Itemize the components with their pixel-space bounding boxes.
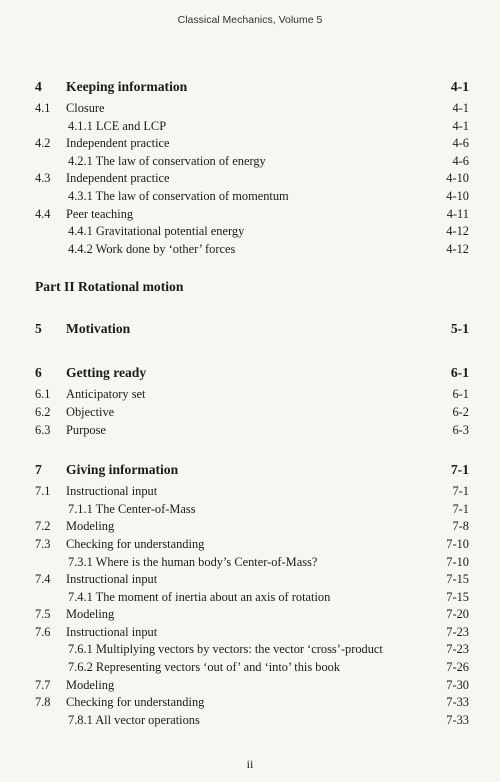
chapter-title: Getting ready bbox=[66, 365, 147, 381]
section-number: 7.7 bbox=[35, 677, 51, 692]
section-title: 4.4.2 Work done by ‘other’ forces bbox=[68, 241, 236, 256]
toc-section-entry[interactable] bbox=[35, 100, 469, 118]
page-number: 7-10 bbox=[446, 536, 469, 551]
toc-section-entry[interactable] bbox=[35, 386, 469, 404]
section-title: 7.1.1 The Center-of-Mass bbox=[68, 501, 196, 516]
page-number: 6-2 bbox=[452, 404, 469, 419]
page-footer-number: ii bbox=[246, 757, 254, 771]
page-number: 4-10 bbox=[446, 171, 469, 186]
section-number: 6.3 bbox=[35, 422, 51, 437]
toc-section-entry[interactable] bbox=[35, 518, 469, 536]
section-title: 7.3.1 Where is the human body’s Center-of-Mass? bbox=[68, 554, 318, 569]
part-title: Part II Rotational motion bbox=[35, 279, 184, 295]
running-header: Classical Mechanics, Volume 5 bbox=[177, 14, 323, 26]
toc-section-entry[interactable] bbox=[35, 606, 469, 624]
section-title: Closure bbox=[66, 101, 105, 115]
toc-section-entry[interactable] bbox=[35, 677, 469, 695]
page-number: 7-26 bbox=[446, 660, 469, 675]
section-number: 7.5 bbox=[35, 607, 51, 622]
chapter-title: Motivation bbox=[66, 321, 131, 337]
section-number: 7.6 bbox=[35, 624, 51, 639]
section-number: 7.4 bbox=[35, 572, 51, 587]
chapter-number: 7 bbox=[35, 462, 42, 478]
toc-section-entry[interactable] bbox=[35, 135, 469, 153]
section-number: 4.2 bbox=[35, 136, 51, 151]
page-number: 7-23 bbox=[446, 642, 469, 657]
toc-subsection-entry[interactable] bbox=[35, 641, 469, 659]
toc-section-entry[interactable] bbox=[35, 404, 469, 422]
section-number: 7.3 bbox=[35, 536, 51, 551]
page-number: 7-30 bbox=[446, 677, 469, 692]
section-title: Checking for understanding bbox=[66, 695, 205, 710]
section-number: 4.1 bbox=[35, 101, 51, 115]
toc-subsection-entry[interactable] bbox=[35, 188, 469, 206]
toc-section-entry[interactable] bbox=[35, 536, 469, 554]
page-number: 4-1 bbox=[450, 79, 469, 94]
section-title: Objective bbox=[66, 404, 115, 419]
page-number: 4-11 bbox=[446, 206, 469, 221]
table-of-contents bbox=[35, 74, 469, 729]
page-number: 7-15 bbox=[446, 572, 469, 587]
toc-subsection-entry[interactable] bbox=[35, 118, 469, 136]
section-title: Anticipatory set bbox=[66, 387, 146, 402]
page-number: 7-23 bbox=[446, 624, 469, 639]
section-number: 7.1 bbox=[35, 484, 51, 499]
section-title: 7.6.2 Representing vectors ‘out of’ and ‘into’ this book bbox=[68, 660, 341, 675]
section-title: Instructional input bbox=[66, 624, 158, 639]
page-number: 4-6 bbox=[452, 136, 469, 151]
chapter-heading[interactable] bbox=[35, 360, 469, 386]
toc-subsection-entry[interactable] bbox=[35, 659, 469, 677]
section-title: Independent practice bbox=[66, 171, 170, 186]
toc-subsection-entry[interactable] bbox=[35, 223, 469, 241]
page-number: 7-1 bbox=[452, 484, 469, 499]
section-number: 7.8 bbox=[35, 695, 51, 710]
page-number: 7-15 bbox=[446, 589, 469, 604]
section-number: 6.2 bbox=[35, 404, 51, 419]
page-number: 4-12 bbox=[446, 224, 469, 239]
toc-section-entry[interactable] bbox=[35, 206, 469, 224]
page-number: 4-1 bbox=[452, 118, 469, 133]
section-number: 7.2 bbox=[35, 519, 51, 534]
chapter7-entries bbox=[35, 483, 469, 729]
page-number: 7-1 bbox=[452, 501, 469, 516]
section-title: 7.6.1 Multiplying vectors by vectors: the vector ‘cross’-product bbox=[68, 642, 383, 657]
section-number: 6.1 bbox=[35, 387, 51, 402]
section-title: 4.1.1 LCE and LCP bbox=[68, 118, 167, 133]
chapter-title: Giving information bbox=[66, 462, 179, 478]
toc-section-entry[interactable] bbox=[35, 694, 469, 712]
toc-subsection-entry[interactable] bbox=[35, 589, 469, 607]
page-number: 7-20 bbox=[446, 607, 469, 622]
toc-subsection-entry[interactable] bbox=[35, 241, 469, 259]
toc-section-entry[interactable] bbox=[35, 422, 469, 440]
section-title: 7.4.1 The moment of inertia about an axis of rotation bbox=[68, 589, 331, 604]
page-number: 7-33 bbox=[446, 695, 469, 710]
toc-section-entry[interactable] bbox=[35, 624, 469, 642]
toc-section-entry[interactable] bbox=[35, 483, 469, 501]
page-number: 7-8 bbox=[452, 519, 469, 534]
page-number: 5-1 bbox=[450, 321, 469, 337]
chapter4-entries bbox=[35, 100, 469, 258]
page-number: 7-1 bbox=[450, 462, 469, 478]
page-number: 6-1 bbox=[450, 365, 469, 381]
section-title: 4.2.1 The law of conservation of energy bbox=[68, 153, 266, 168]
section-title: Independent practice bbox=[66, 136, 170, 151]
toc-subsection-entry[interactable] bbox=[35, 554, 469, 572]
section-title: Checking for understanding bbox=[66, 536, 205, 551]
toc-section-entry[interactable] bbox=[35, 571, 469, 589]
toc-subsection-entry[interactable] bbox=[35, 501, 469, 519]
part-heading bbox=[35, 274, 469, 300]
section-number: 4.3 bbox=[35, 171, 51, 186]
chapter-title: Keeping information bbox=[66, 79, 188, 94]
page-number: 4-10 bbox=[446, 188, 469, 203]
page-number: 4-1 bbox=[452, 101, 469, 115]
page-number: 7-33 bbox=[446, 712, 469, 727]
section-title: Instructional input bbox=[66, 572, 158, 587]
section-number: 4.4 bbox=[35, 206, 51, 221]
chapter-heading[interactable] bbox=[35, 316, 469, 342]
section-title: Modeling bbox=[66, 519, 115, 534]
toc-subsection-entry[interactable] bbox=[35, 153, 469, 171]
toc-section-entry[interactable] bbox=[35, 170, 469, 188]
page-number: 6-3 bbox=[452, 422, 469, 437]
page-number: 4-6 bbox=[452, 153, 469, 168]
toc-subsection-entry[interactable] bbox=[35, 712, 469, 730]
chapter6-entries bbox=[35, 386, 469, 439]
chapter-number: 5 bbox=[35, 321, 42, 337]
chapter-heading[interactable] bbox=[35, 74, 469, 100]
section-title: 4.3.1 The law of conservation of momentum bbox=[68, 188, 289, 203]
section-title: Instructional input bbox=[66, 484, 158, 499]
chapter-heading[interactable] bbox=[35, 457, 469, 483]
chapter-number: 6 bbox=[35, 365, 42, 381]
section-title: Modeling bbox=[66, 607, 115, 622]
section-title: 7.8.1 All vector operations bbox=[68, 712, 200, 727]
section-title: Purpose bbox=[66, 422, 106, 437]
section-title: Modeling bbox=[66, 677, 115, 692]
page-number: 6-1 bbox=[452, 387, 469, 402]
section-title: 4.4.1 Gravitational potential energy bbox=[68, 224, 245, 239]
page-number: 7-10 bbox=[446, 554, 469, 569]
page-number: 4-12 bbox=[446, 241, 469, 256]
section-title: Peer teaching bbox=[66, 206, 134, 221]
chapter-number: 4 bbox=[35, 79, 42, 94]
